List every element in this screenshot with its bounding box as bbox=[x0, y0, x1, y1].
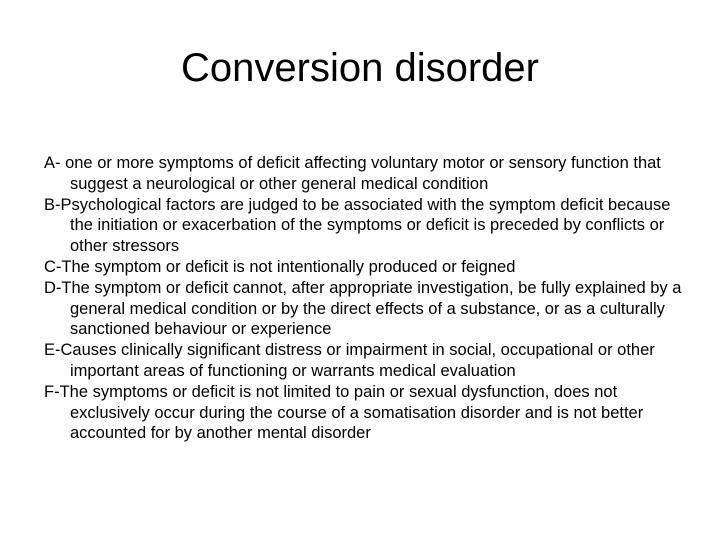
criterion-c: C-The symptom or deficit is not intentionally produced or feigned bbox=[44, 257, 516, 276]
criterion-e: E-Causes clinically significant distress or impairment in social, occupational or other important areas of functioning or warrants medical evaluation bbox=[44, 341, 655, 380]
criterion-b: B-Psychological factors are judged to be associated with the symptom deficit because the initiation or exacerbation of the symptoms or deficit is preceded by conflicts or other stressors bbox=[44, 195, 671, 256]
slide-title: Conversion disorder bbox=[181, 46, 539, 90]
criterion-f: F-The symptoms or deficit is not limited to pain or sexual dysfunction, does not exclusively occur during the course of a somatisation disorder and is not better accounted for by another mental disorder bbox=[44, 382, 644, 443]
criteria-list bbox=[44, 153, 694, 444]
criterion-a: A- one or more symptoms of deficit affecting voluntary motor or sensory function that suggest a neurological or other general medical condition bbox=[44, 154, 661, 193]
criterion-d: D-The symptom or deficit cannot, after appropriate investigation, be fully explained by a general medical condition or by the direct effects of a substance, or as a culturally sanctioned behaviour or experience bbox=[44, 278, 682, 339]
